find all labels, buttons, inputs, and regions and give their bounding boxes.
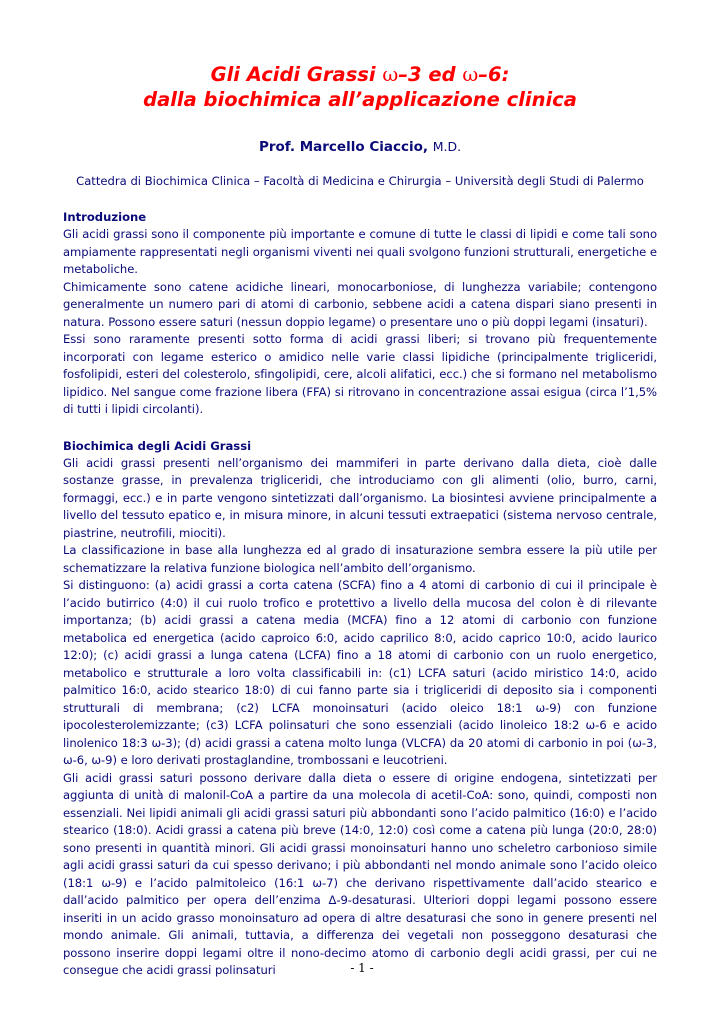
affiliation: Cattedra di Biochimica Clinica – Facoltà di Medicina e Chirurgia – Università degli Studi di Palermo [76, 174, 644, 188]
paragraph: La classificazione in base alla lunghezza ed al grado di insaturazione sembra essere la più utile per schematizzare la relativa funzione biologica nell’ambito dell’organismo. [63, 543, 657, 575]
title-line-1 [211, 63, 510, 86]
author-line [63, 139, 657, 155]
title-text-part-2: –3 ed [398, 63, 463, 86]
paragraph: Si distinguono: (a) acidi grassi a corta catena (SCFA) fino a 4 atomi di carbonio di cui il principale è l’acido butirrico (4:0) il cui ruolo trofico e protettivo a livello della mucosa del colon è di rilevante importanza; (b) acidi grassi a catena media (MCFA) fino a 12 atomi di carbonio con funzione metabolica ed energetica (acido caproico 6:0, acido caprilico 8:0, acido caprico 10:0, acido laurico 12:0); (c) acidi grassi a lunga catena (LCFA) fino a 18 atomi di carbonio con un ruolo energetico, metabolico e strutturale a loro volta classificabili in: (c1) LCFA saturi (acido miristico 14:0, acido palmitico 16:0, acido stearico 18:0) di cui fanno parte sia i trigliceridi di deposito sia i componenti strutturali di membrana; (c2) LCFA monoinsaturi (acido oleico 18:1 ω-9) con funzione ipocolesterolemizzante; (c3) LCFA polinsaturi che sono essenziali (acido linoleico 18:2 ω-6 e acido linolenico 18:3 ω-3); (d) acidi grassi a catena molto lunga (VLCFA) da 20 atomi di carbonio in poi (ω-3, ω-6, ω-9) e loro derivati prostaglandine, trombossani e leucotrieni. [63, 578, 657, 767]
title-text-part-3: –6: [478, 63, 510, 86]
title-text-part-1: Gli Acidi Grassi [210, 63, 383, 86]
paragraph: Essi sono raramente presenti sotto forma di acidi grassi liberi; si trovano più frequentemente incorporati con legame esterico o amidico nelle varie classi lipidiche (principalmente trigliceridi, fosfolipidi, esteri del colesterolo, sfingolipidi, cere, alcoli alifatici, ecc.) che si formano nel metabolismo lipidico. Nel sangue come frazione libera (FFA) si ritrovano in concentrazione assai esigua (circa l’1,5% di tutti i lipidi circolanti). [63, 332, 657, 416]
document-page [63, 62, 657, 980]
paragraph: Gli acidi grassi saturi possono derivare dalla dieta o essere di origine endogena, sintetizzati per aggiunta di unità di malonil-CoA a partire da una molecola di acetil-CoA: sono, quindi, composti non essenziali. Nei lipidi animali gli acidi grassi saturi più abbondanti sono l’acido palmitico (16:0) e l’acido stearico (18:0). Acidi grassi a catena più breve (14:0, 12:0) così come a catena più lunga (20:0, 28:0) sono presenti in quantità minori. Gli acidi grassi monoinsaturi hanno uno scheletro carbonioso simile agli acidi grassi saturi da cui spesso derivano; i più abbondanti nel mondo animale sono l’acido oleico (18:1 ω-9) e l’acido palmitoleico (16:1 ω-7) che derivano rispettivamente dall’acido stearico e dall’acido palmitico per opera dell’enzima Δ-9-desaturasi. Ulteriori doppi legami possono essere inseriti in un acido grasso monoinsaturo ad opera di altre desaturasi che sono in genere presenti nel mondo animale. Gli animali, tuttavia, a differenza dei vegetali non posseggono desaturasi che possono inserire doppi legami oltre il nono-decimo atomo di carbonio degli acidi grassi, per cui ne consegue che acidi grassi polinsaturi [63, 770, 657, 977]
author-degree: M.D. [432, 139, 462, 154]
omega-symbol: ω [382, 63, 399, 86]
paragraph: Chimicamente sono catene acidiche lineari, monocarboniose, di lunghezza variabile; contengono generalmente un numero pari di atomi di carbonio, sebbene acidi a catena dispari siano presenti in natura. Possono essere saturi (nessun doppio legame) o presentare uno o più doppi legami (insaturi). [63, 279, 657, 329]
page-number: - 1 - [350, 961, 374, 975]
section-heading-biochimica: Biochimica degli Acidi Grassi [63, 438, 252, 453]
paragraph: Gli acidi grassi presenti nell’organismo dei mammiferi in parte derivano dalla dieta, cioè dalle sostanze grasse, in prevalenza trigliceridi, che introduciamo con gli alimenti (olio, burro, carni, formaggi, ecc.) e in parte vengono sintetizzati dall’organismo. La biosintesi avviene principalmente a livello del tessuto epatico e, in misura minore, in alcuni tessuti extraepatici (sistema nervoso centrale, piastrine, neutrofili, miociti). [63, 455, 657, 540]
omega-symbol: ω [462, 63, 479, 86]
document-title [63, 62, 657, 112]
title-line-2: dalla biochimica all’applicazione clinica [143, 88, 577, 111]
section-heading-introduzione: Introduzione [63, 210, 147, 224]
paragraph: Gli acidi grassi sono il componente più importante e comune di tutte le classi di lipidi e come tali sono ampiamente rappresentati negli organismi viventi nei quali svolgono funzioni strutturali, energetiche e metaboliche. [63, 227, 657, 276]
author-name: Prof. Marcello Ciaccio, [258, 139, 428, 155]
